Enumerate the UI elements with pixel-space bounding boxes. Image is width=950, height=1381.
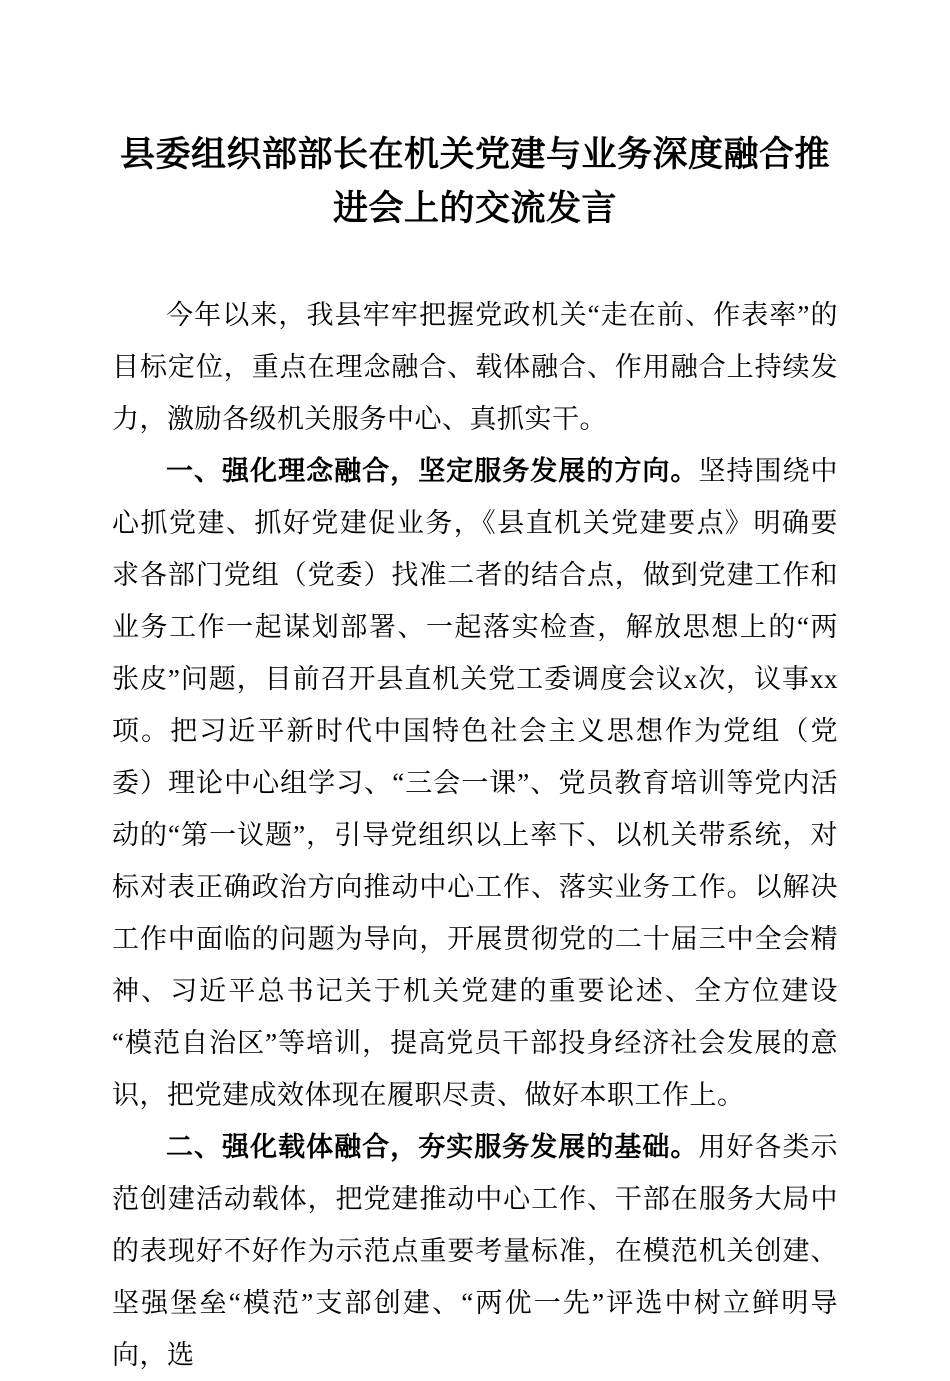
paragraph-text: 用好各类示范创建活动载体，把党建推动中心工作、干部在服务大局中的表现好不好作为示范点重要考量标准，在模范机关创建、坚强堡垒“模范”支部创建、“两优一先”评选中树立鲜明导向，选 bbox=[112, 1131, 839, 1370]
paragraph-section-2 bbox=[112, 1121, 838, 1381]
section-2-heading: 二、强化载体融合，夯实服务发展的基础。 bbox=[166, 1131, 699, 1162]
paragraph-intro bbox=[112, 289, 838, 445]
paragraph-text: 今年以来，我县牢牢把握党政机关“走在前、作表率”的目标定位，重点在理念融合、载体融合、作用融合上持续发力，激励各级机关服务中心、真抓实干。 bbox=[112, 299, 838, 434]
section-1-heading: 一、强化理念融合，坚定服务发展的方向。 bbox=[166, 455, 699, 486]
paragraph-text: 坚持围绕中心抓党建、抓好党建促业务，《县直机关党建要点》明确要求各部门党组（党委）找准二者的结合点，做到党建工作和业务工作一起谋划部署、一起落实检查，解放思想上的“两张皮”问题，目前召开县直机关党工委调度会议x次，议事xx项。把习近平新时代中国特色社会主义思想作为党组（党委）理论中心组学习、“三会一课”、党员教育培训等党内活动的“第一议题”，引导党组织以上率下、以机关带系统，对标对表正确政治方向推动中心工作、落实业务工作。以解决工作中面临的问题为导向，开展贯彻党的二十届三中全会精神、习近平总书记关于机关党建的重要论述、全方位建设“模范自治区”等培训，提高党员干部投身经济社会发展的意识，把党建成效体现在履职尽责、做好本职工作上。 bbox=[112, 455, 839, 1110]
paragraph-section-1 bbox=[112, 445, 838, 1121]
document-body bbox=[112, 289, 838, 1381]
document-title: 县委组织部部长在机关党建与业务深度融合推进会上的交流发言 bbox=[119, 135, 830, 229]
